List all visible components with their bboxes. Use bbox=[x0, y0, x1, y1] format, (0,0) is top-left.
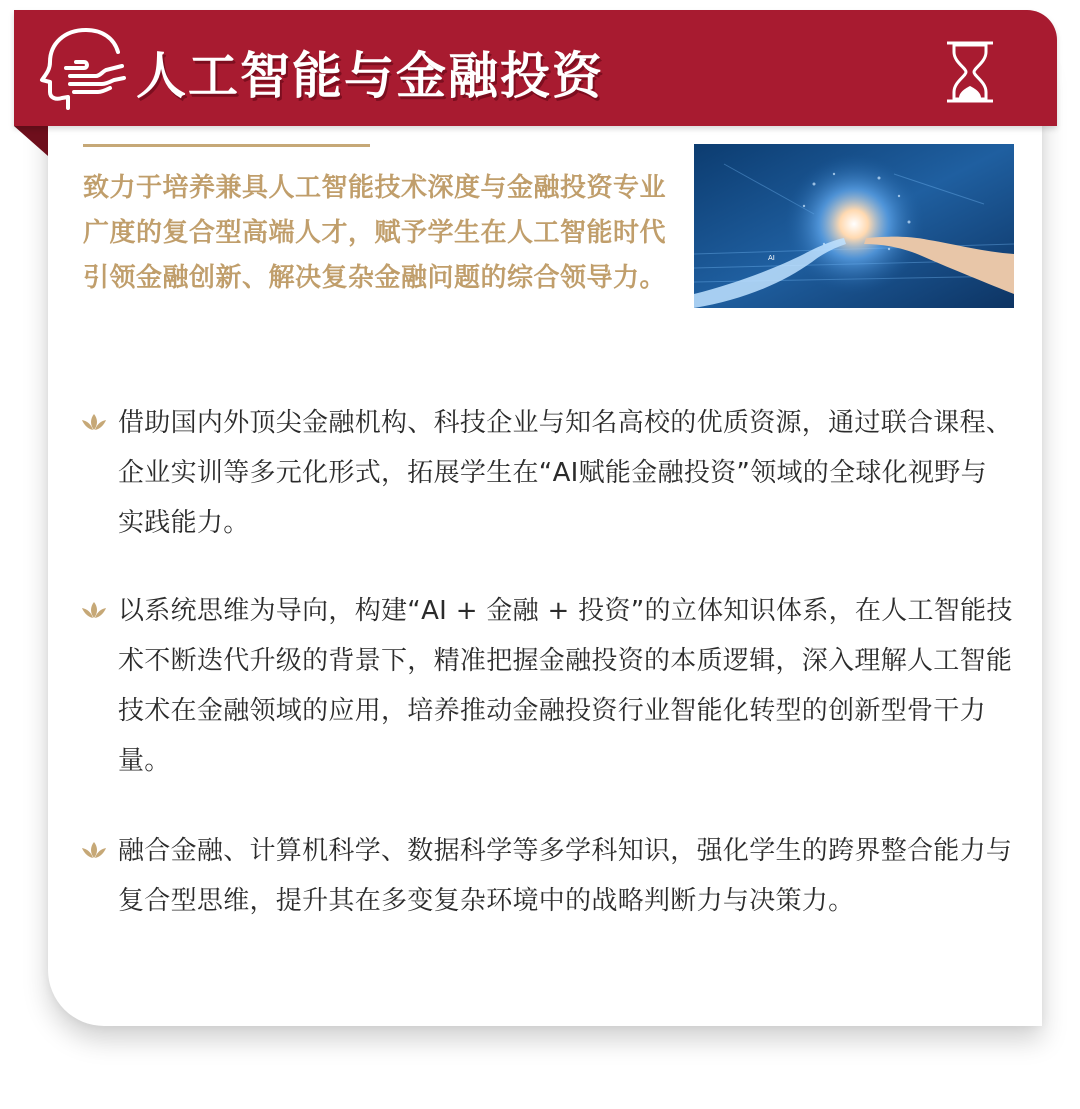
bullet-text: 以系统思维为导向，构建“AI + 金融 + 投资”的立体知识体系，在人工智能技术不断迭代升级的背景下，精准把握金融投资的本质逻辑，深入理解人工智能技术在金融领域的应用，培养推动金融投资行业智能化转型的创新型骨干力量。 bbox=[118, 596, 1013, 776]
page-title: 人工智能与金融投资 bbox=[136, 46, 604, 105]
hourglass-icon bbox=[944, 40, 996, 104]
ai-head-hand-icon bbox=[36, 24, 126, 112]
bullet-text: 借助国内外顶尖金融机构、科技企业与知名高校的优质资源，通过联合课程、企业实训等多元化形式，拓展学生在“AI赋能金融投资”领域的全球化视野与实践能力。 bbox=[118, 408, 1013, 538]
header-banner bbox=[14, 10, 1057, 126]
lotus-icon bbox=[80, 412, 108, 432]
bullet-text: 融合金融、计算机科学、数据科学等多学科知识，强化学生的跨界整合能力与复合型思维，提升其在多变复杂环境中的战略判断力与决策力。 bbox=[118, 836, 1013, 916]
intro-text: 致力于培养兼具人工智能技术深度与金融投资专业广度的复合型高端人才，赋予学生在人工智能时代引领金融创新、解决复杂金融问题的综合领导力。 bbox=[83, 173, 667, 293]
gold-accent-line bbox=[83, 144, 370, 147]
banner-fold bbox=[14, 126, 48, 156]
lotus-icon bbox=[80, 600, 108, 620]
lotus-icon bbox=[80, 840, 108, 860]
photo-caption: AI bbox=[768, 254, 775, 262]
ai-hands-image bbox=[694, 144, 1014, 308]
